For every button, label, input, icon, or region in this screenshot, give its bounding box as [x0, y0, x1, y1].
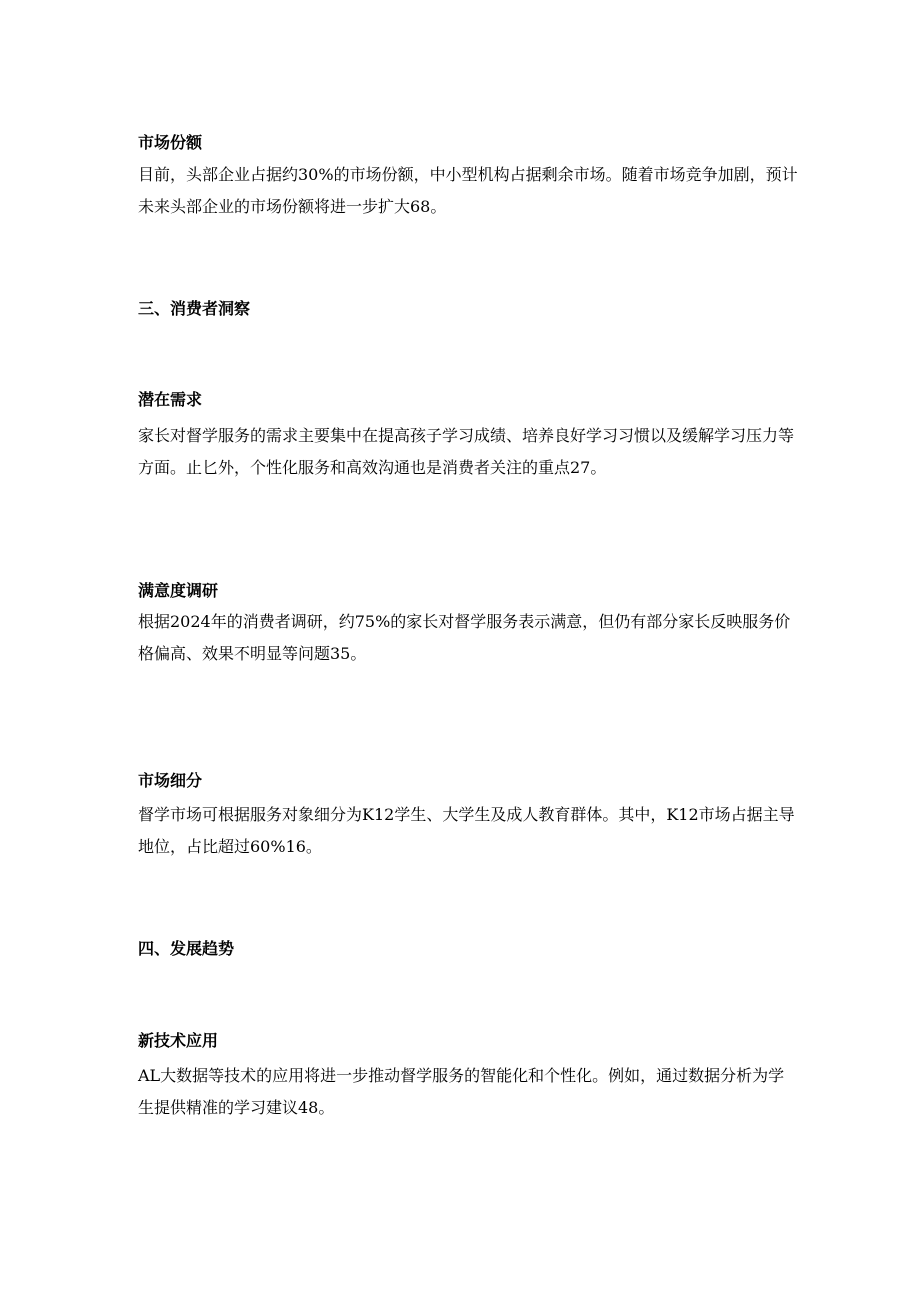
section-heading-new-technology: 新技术应用: [138, 1031, 219, 1050]
chapter-heading-development-trends: 四、发展趋势: [138, 939, 235, 958]
section-heading-satisfaction-survey: 满意度调研: [138, 581, 219, 600]
chapter-heading-consumer-insight: 三、消费者洞察: [138, 299, 251, 318]
paragraph-new-technology: AL大数据等技术的应用将进一步推动督学服务的智能化和个性化。例如，通过数据分析为学生提供精准的学习建议48。: [138, 1066, 785, 1117]
paragraph-satisfaction-survey: 根据2024年的消费者调研，约75%的家长对督学服务表示满意，但仍有部分家长反映服务价格偏高、效果不明显等问题35。: [138, 612, 791, 663]
paragraph-market-share: 目前，头部企业占据约30%的市场份额，中小型机构占据剩余市场。随着市场竞争加剧，预计未来头部企业的市场份额将进一步扩大68。: [138, 165, 798, 216]
paragraph-market-segmentation: 督学市场可根据服务对象细分为K12学生、大学生及成人教育群体。其中，K12市场占据主导地位，占比超过60%16。: [138, 805, 795, 856]
section-heading-market-share: 市场份额: [138, 133, 203, 152]
paragraph-latent-demand: 家长对督学服务的需求主要集中在提高孩子学习成绩、培养良好学习习惯以及缓解学习压力等方面。止匕外，个性化服务和高效沟通也是消费者关注的重点27。: [138, 426, 795, 477]
section-heading-latent-demand: 潜在需求: [138, 390, 203, 409]
section-heading-market-segmentation: 市场细分: [138, 771, 203, 790]
